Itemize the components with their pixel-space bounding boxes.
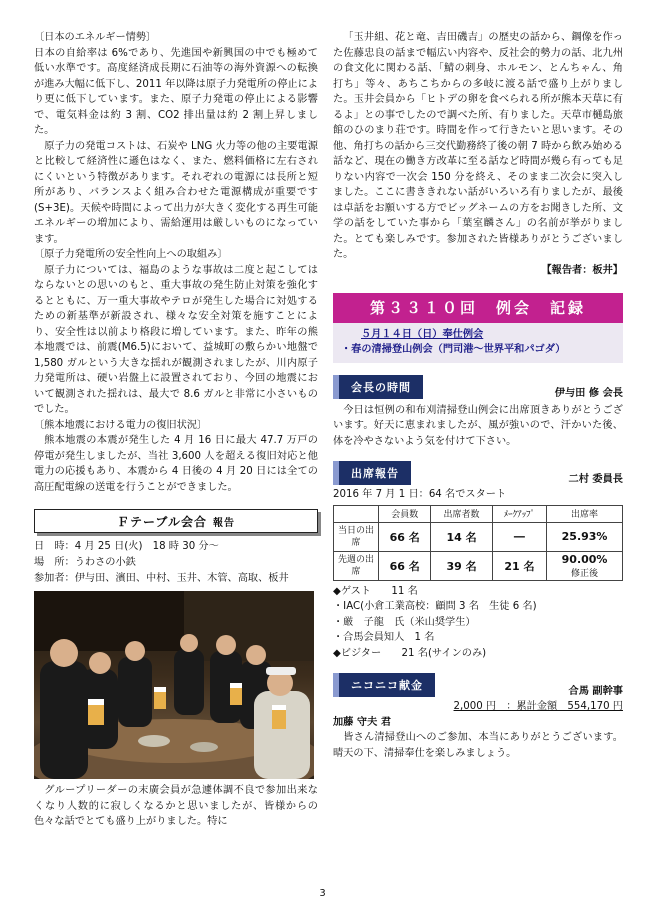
cell-attendees-today: 14 名 (431, 522, 492, 551)
left-column (34, 30, 318, 830)
energy-paragraph-2: 原子力の発電コストは、石炭や LNG 火力等の他の主要電源と比較して経済性に遜色はなく、また、燃料価格に左右されにくいという特徴があります。それぞれの電源には長所と短所があり、バランスよく組み合わせた電源構成が重要です(S+3E)。天候や時間によって出力が大きく変化する再生可能エネルギーの増加により、需給運用は厳しいものになっています。 (34, 140, 318, 245)
guest-item-2: ・厳 子龍 氏（米山奨学生） (333, 616, 476, 628)
table-row (334, 522, 623, 551)
group-photo (34, 591, 314, 779)
table-corner (334, 505, 379, 522)
table-row (334, 551, 623, 580)
rate-value: 90.00% (561, 552, 608, 566)
f-table-date: 日 時：4 月 25 日(火) 18 時 30 分～ (34, 541, 219, 552)
cell-rate-today: 25.93% (547, 522, 623, 551)
attendance-table (333, 505, 623, 581)
cell-makeup-today: ― (492, 522, 546, 551)
president-name: 伊与田 修 会長 (554, 387, 623, 399)
energy-heading: 〔日本のエネルギー情勢〕 (34, 32, 157, 43)
attendance-header (333, 461, 623, 485)
attendance-tag: 出席報告 (333, 461, 411, 485)
cell-makeup-last-week: 21 名 (492, 551, 546, 580)
safety-heading: 〔原子力発電所の安全性向上への取組み〕 (34, 249, 228, 260)
guest-count: ◆ゲスト 11 名 (333, 585, 418, 597)
f-table-members: 参加者：伊与田、濱田、中村、玉井、木管、高取、板井 (34, 573, 289, 584)
f-table-title: Ｆテーブル会合 (117, 514, 207, 529)
visitor-count: ◆ビジター 21 名(サインのみ) (333, 647, 487, 659)
f-table-place: 場 所：うわさの小鉄 (34, 557, 136, 568)
recovery-heading: 〔熊本地震における電力の復旧状況〕 (34, 419, 208, 431)
attendance-name: 二村 委員長 (568, 474, 623, 485)
header-members: 会員数 (379, 505, 431, 522)
cell-rate-last-week (547, 551, 623, 580)
f-table-subtitle: 報告 (212, 517, 235, 529)
president-paragraph: 今日は恒例の和布刈清掃登山例会に出席頂きありがとうございます。好天に恵まれましたが、風が強いので、汗かいた後、体を冷やさないよう気を付けて下さい。 (333, 404, 623, 447)
header-attendees: 出席者数 (431, 505, 492, 522)
niko-name: 合馬 副幹事 (568, 686, 623, 697)
president-tag: 会長の時間 (333, 375, 423, 399)
guest-item-3: ・合馬会員知人 1 名 (333, 632, 435, 643)
niko-amount: 2,000 円 ：累計金額 554,170 円 (453, 701, 623, 712)
safety-paragraph: 原子力については、福島のような事故は二度と起こしてはならないとの思いのもと、重大事故の発生防止対策を強化するとともに、万一重大事故やテロが発生した場合に対処するための新基準が新設され、様々な安全対策を施すことにより、安全性は以前より格段に増しています。また、昨年の熊本地震では、前震(M6.5)において、益城町の敷らかい地盤で 1,580 ガルという大きな揺れが観測されましたが、川内原子力発電所は、硬い岩盤上に設置されており、今回の地震において観測された揺れは、最大で 8.6 ガルと非常に小さいものでした。 (34, 264, 318, 415)
meeting-record-banner: 第３３１０回 例会 記録 (333, 293, 623, 323)
header-makeup: ﾒｰｸｱｯﾌﾟ (492, 505, 546, 522)
cell-members-last-week: 66 名 (379, 551, 431, 580)
guest-item-1: ・IAC(小倉工業高校：顧問 3 名 生徒 6 名) (333, 601, 537, 612)
row-label-last-week: 先週の出席 (334, 551, 379, 580)
reporter: 【報告者：板井】 (541, 264, 623, 276)
table-header-row (334, 505, 623, 522)
right-column (333, 30, 623, 761)
niko-tag: ニコニコ献金 (333, 673, 435, 697)
event-block (333, 323, 623, 363)
cell-attendees-last-week: 39 名 (431, 551, 492, 580)
cell-members-today: 66 名 (379, 522, 431, 551)
header-rate: 出席率 (547, 505, 623, 522)
f-table-body-continued: 「玉井組、花と竜、吉田磯吉」の歴史の話から、鋼像を作った佐藤忠良の話まで幅広い内容や、反社会的勢力の話、北九州の食文化に関わる話、「鯖の刺身、ホルモン、とんちゃん、角打ち」等々、あちこちからの多岐に渡る話で盛り上がりました。玉井会員から「ヒトデの卵を食べられる所が熊本天草に有るよ」との事でしたので調べた所、有りました。天草市樋島旅館のひのまり荘です。時間を作って行きたいと思います。その他、角打ちの話から三交代勤務終了後の朝 7 時から飲み始める話など、現在の働き方改革に至る話など時間が幾ら有っても足りない内容で一次会 150 分を終え、そのまま二次会に突入しました。ここに書ききれない話がいろいろ有りましたが、最後は卓話をお願いする方でビッグネームの方をお聞きした所、文学の話をしていた事から「葉室麟さん」の名前が挙がりました。とても楽しみです。参加された皆様ありがとうございました。 (333, 32, 623, 260)
attendance-start-line: 2016 年 7 月 1 日：64 名でスタート (333, 489, 507, 500)
niko-paragraph: 皆さん清掃登山へのご参加、本当にありがとうございます。晴天の下、清掃奉仕を楽しみましょう。 (333, 732, 623, 759)
f-table-body: グループリーダーの末廣会員が急遽体調不良で参加出来なくなり人数的に寂しくなるかと思いましたが、皆様からの色々な話でとても盛り上がりました。特に (34, 785, 318, 827)
group-photo-illustration (34, 591, 314, 779)
event-date: ５月１４日（日）奉仕例会 (361, 328, 484, 340)
niko-person: 加藤 守夫 君 (333, 716, 392, 728)
row-label-today: 当日の出席 (334, 522, 379, 551)
recovery-paragraph: 熊本地震の本震が発生した 4 月 16 日に最大 47.7 万戸の停電が発生しましたが、当社 3,600 人を超える復旧対応と他電力の応援もあり、本震から 4 日後の 4 月 20 日には全ての高圧配電線の送電を行うことができました。 (34, 435, 318, 493)
page-number: 3 (319, 888, 326, 899)
niko-header (333, 673, 623, 697)
energy-paragraph-1: 日本の自給率は 6%であり、先進国や新興国の中でも極めて低い水準です。高度経済成長期に石油等の海外資源への転換が進み大幅に低下し、2011 年以降は原子力発電所の停止により更に低下しています。また、原子力発電の停止による影響で、電気料金は約 3 割、CO2 排出量は約 2 割上昇しました。 (34, 47, 318, 136)
f-table-title-box (34, 509, 318, 533)
event-name: ・春の清掃登山例会（門司港～世界平和パゴダ） (341, 343, 566, 355)
rate-note: 修正後 (571, 568, 599, 579)
president-header (333, 375, 623, 399)
